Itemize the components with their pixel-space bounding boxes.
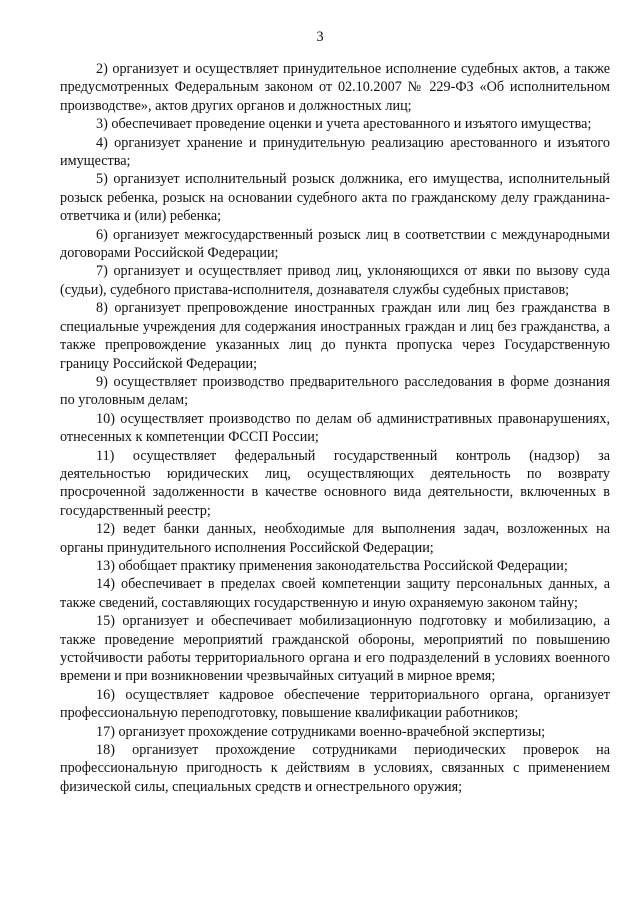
page-number: 3 — [316, 29, 324, 45]
document-body — [60, 60, 610, 796]
list-item-17: 17) организует прохождение сотрудниками военно-врачебной экспертизы; — [96, 723, 546, 740]
list-item-16: 16) осуществляет кадровое обеспечение территориального органа, организует профессиональную переподготовку, повышение квалификации работников; — [60, 686, 610, 722]
list-item-5: 5) организует исполнительный розыск должника, его имущества, исполнительный розыск ребенка, розыск на основании судебного акта по гражданскому делу гражданина-ответчика и (или) ребенка; — [60, 171, 610, 225]
list-item-2: 2) организует и осуществляет принудительное исполнение судебных актов, а также предусмотренных Федеральным законом от 02.10.2007 № 229-ФЗ «Об исполнительном производстве», актов других органов и должностных лиц; — [60, 61, 610, 114]
list-item-8: 8) организует препровождение иностранных граждан или лиц без гражданства в специальные учреждения для содержания иностранных граждан и лиц без гражданства, а также препровождение указанных лиц до пункта пропуска через Государственную границу Российской Федерации; — [60, 300, 610, 372]
list-item-15: 15) организует и обеспечивает мобилизационную подготовку и мобилизацию, а также проведение мероприятий гражданской обороны, мероприятий по повышению устойчивости работы территориального органа и его подразделений в условиях военного времени и при возникновении чрезвычайных ситуаций в мирное время; — [60, 613, 610, 685]
list-item-18: 18) организует прохождение сотрудниками периодических проверок на профессиональную пригодность к действиям в условиях, связанных с применением физической силы, специальных средств и огнестрельного оружия; — [60, 742, 610, 795]
list-item-3: 3) обеспечивает проведение оценки и учета арестованного и изъятого имущества; — [96, 116, 592, 133]
list-item-7: 7) организует и осуществляет привод лиц, уклоняющихся от явки по вызову суда (судьи), судебного пристава-исполнителя, дознавателя службы судебных приставов; — [60, 263, 610, 298]
list-item-11: 11) осуществляет федеральный государственный контроль (надзор) за деятельностью юридических лиц, осуществляющих деятельность по возврату просроченной задолженности в качестве основного вида деятельности, включенных в государственный реестр; — [60, 447, 610, 519]
list-item-6: 6) организует межгосударственный розыск лиц в соответствии с международными договорами Российской Федерации; — [60, 226, 610, 262]
list-item-4: 4) организует хранение и принудительную реализацию арестованного и изъятого имущества; — [60, 134, 610, 170]
list-item-13: 13) обобщает практику применения законодательства Российской Федерации; — [96, 557, 568, 574]
list-item-10: 10) осуществляет производство по делам об административных правонарушениях, отнесенных к компетенции ФССП России; — [60, 410, 610, 446]
list-item-9: 9) осуществляет производство предварительного расследования в форме дознания по уголовным делам; — [60, 373, 610, 409]
list-item-12: 12) ведет банки данных, необходимые для выполнения задач, возложенных на органы принудительного исполнения Российской Федерации; — [60, 521, 610, 556]
list-item-14: 14) обеспечивает в пределах своей компетенции защиту персональных данных, а также сведений, составляющих государственную и иную охраняемую законом тайну; — [60, 576, 610, 611]
